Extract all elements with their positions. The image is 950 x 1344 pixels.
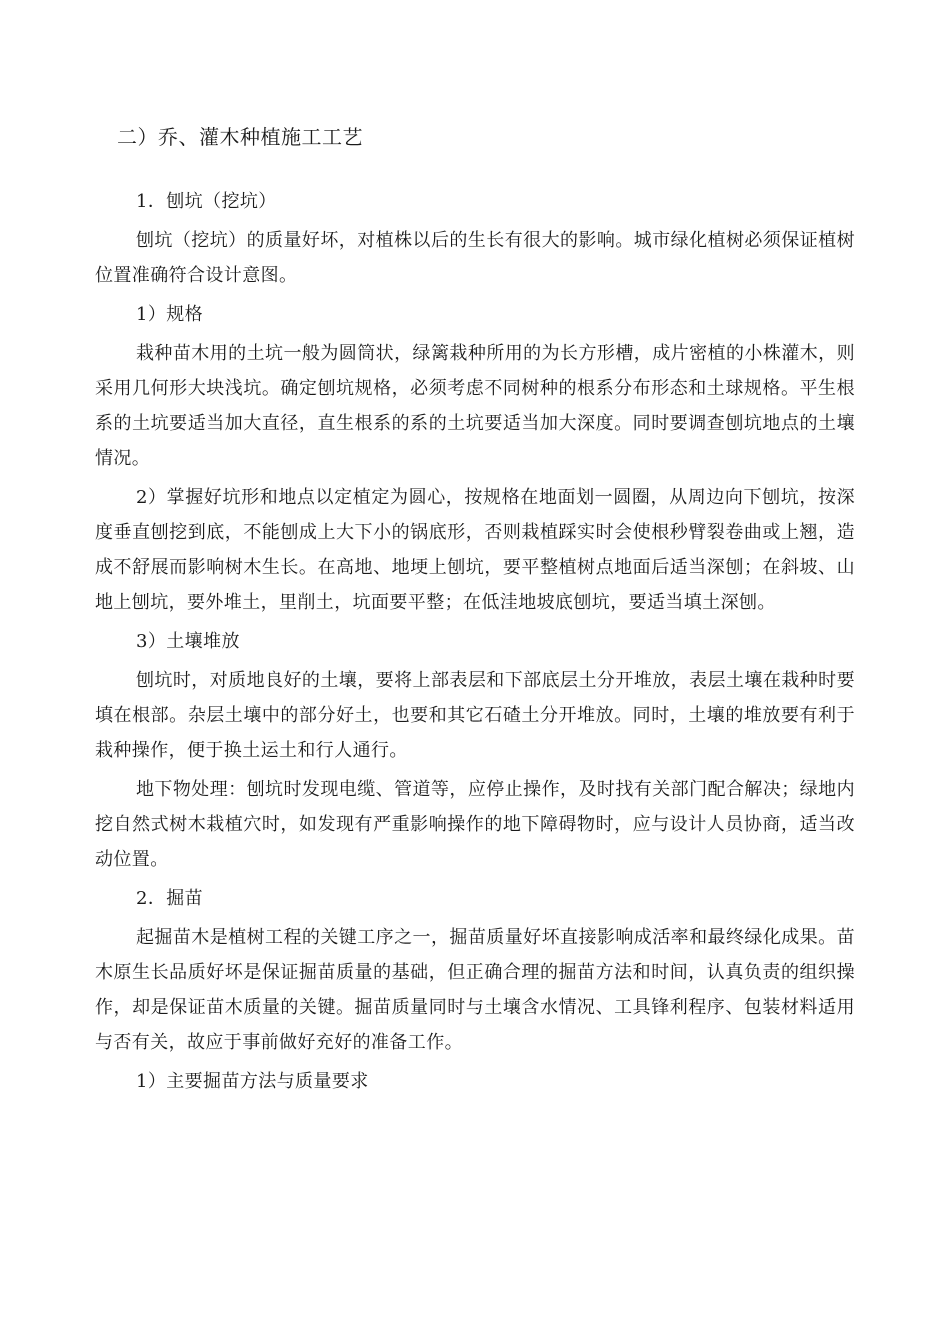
- paragraph-underground-objects: 地下物处理：刨坑时发现电缆、管道等，应停止操作，及时找有关部门配合解决；绿地内挖自然式树木栽植穴时，如发现有严重影响操作的地下障碍物时，应与设计人员协商，适当改动位置。: [95, 779, 855, 870]
- subheading-lifting-seedlings: 2．掘苗: [136, 888, 204, 909]
- subheading-digging-pits: 1．刨坑（挖坑）: [136, 191, 277, 212]
- subheading-soil-piling: 3）土壤堆放: [136, 631, 240, 652]
- paragraph-pit-shape: 2）掌握好坑形和地点以定植定为圆心，按规格在地面划一圆圈，从周边向下刨坑，按深度垂直刨挖到底，不能刨成上大下小的锅底形，否则栽植踩实时会使根秒臂裂卷曲或上翘，造成不舒展而影响树木生长。在高地、地埂上刨坑，要平整植树点地面后适当深刨；在斜坡、山地上刨坑，要外堆土，里削土，坑面要平整；在低洼地坡底刨坑，要适当填土深刨。: [95, 487, 855, 613]
- paragraph-lifting-seedlings: 起掘苗木是植树工程的关键工序之一，掘苗质量好坏直接影响成活率和最终绿化成果。苗木原生长品质好坏是保证掘苗质量的基础，但正确合理的掘苗方法和时间，认真负责的组织操作，却是保证苗木质量的关键。掘苗质量同时与土壤含水情况、工具锋利程序、包装材料适用与否有关，故应于事前做好充好的准备工作。: [95, 927, 855, 1053]
- body-text: [95, 184, 855, 1103]
- paragraph-soil-piling: 刨坑时，对质地良好的土壤，要将上部表层和下部底层土分开堆放，表层土壤在栽种时要填在根部。杂层土壤中的部分好土，也要和其它石碴土分开堆放。同时，土壤的堆放要有利于栽种操作，便于换土运土和行人通行。: [95, 670, 855, 761]
- subheading-specification: 1）规格: [136, 304, 204, 325]
- paragraph-pit-quality: 刨坑（挖坑）的质量好坏，对植株以后的生长有很大的影响。城市绿化植树必须保证植树位置准确符合设计意图。: [95, 230, 855, 286]
- section-heading: 二）乔、灌木种植施工工艺: [117, 125, 363, 149]
- subheading-lifting-methods: 1）主要掘苗方法与质量要求: [136, 1071, 369, 1092]
- paragraph-pit-specification: 栽种苗木用的土坑一般为圆筒状，绿篱栽种所用的为长方形槽，成片密植的小株灌木，则采用几何形大块浅坑。确定刨坑规格，必须考虑不同树种的根系分布形态和土球规格。平生根系的土坑要适当加大直径，直生根系的系的土坑要适当加大深度。同时要调查刨坑地点的土壤情况。: [95, 343, 855, 469]
